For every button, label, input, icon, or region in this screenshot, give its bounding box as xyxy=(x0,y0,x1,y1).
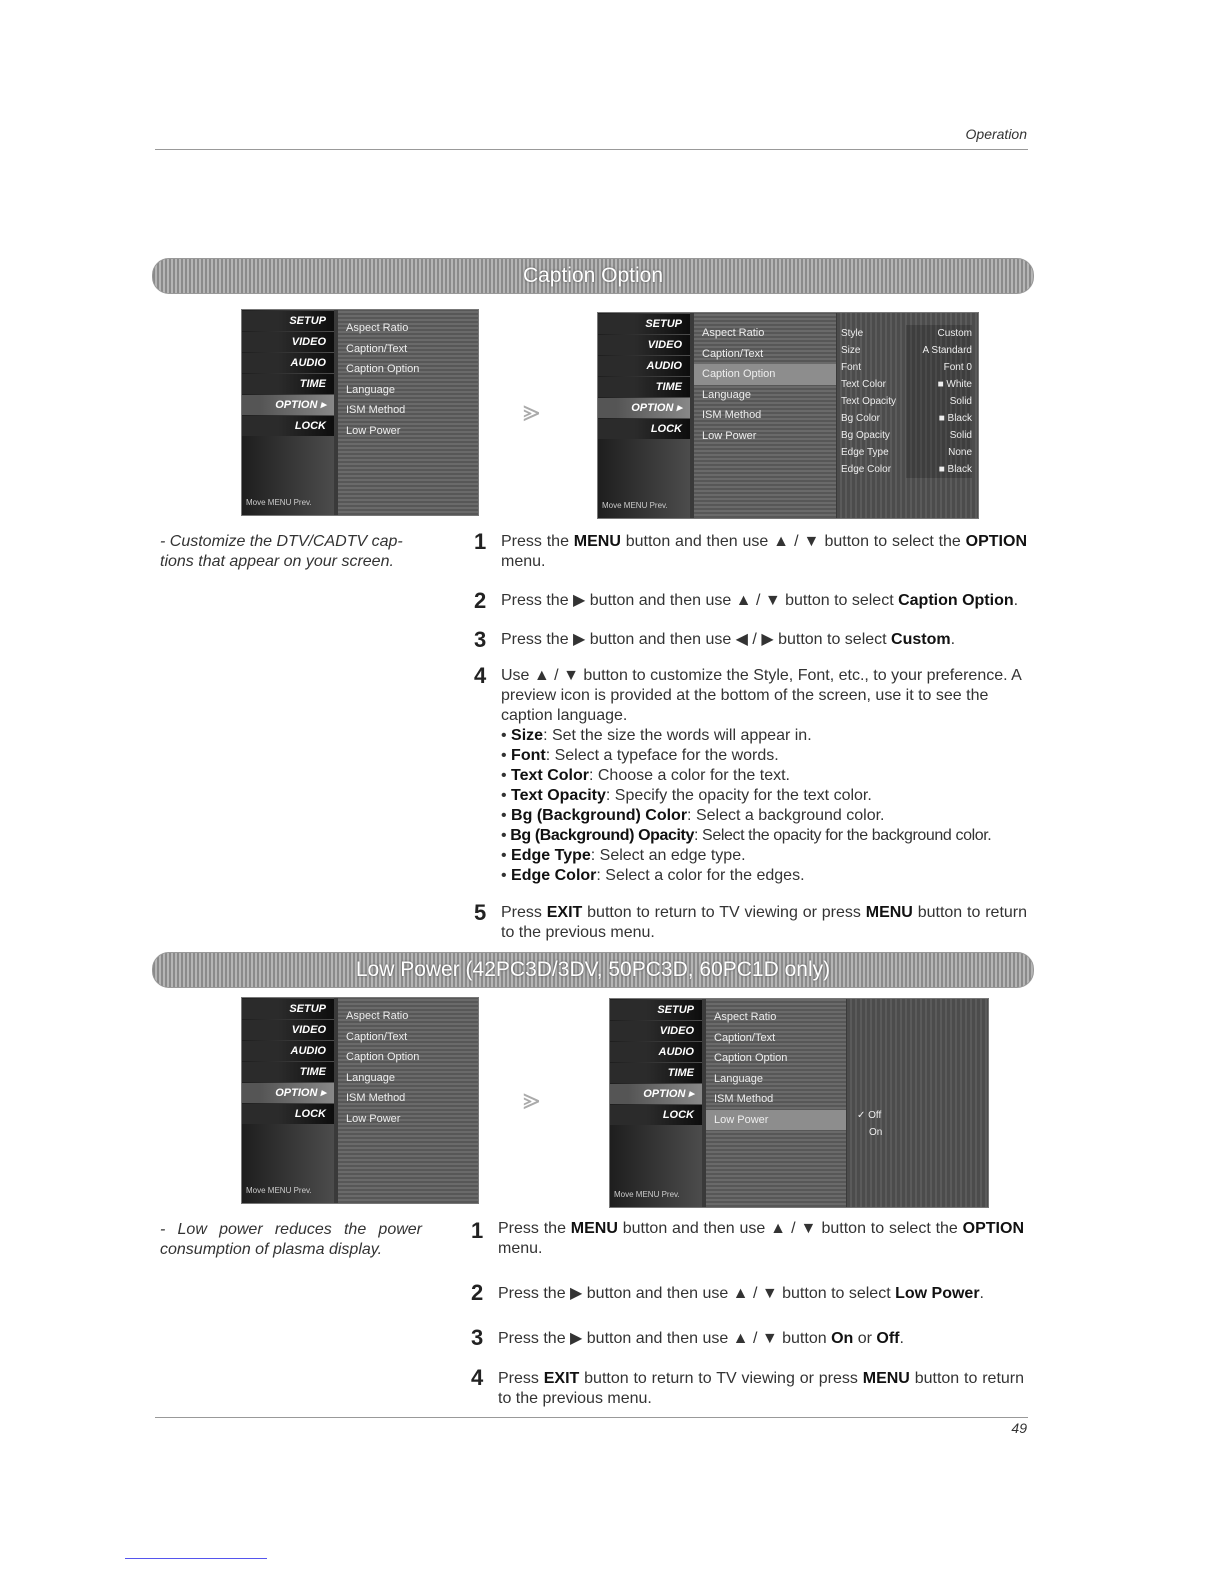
page-number: 49 xyxy=(1011,1420,1027,1436)
step-number: 4 xyxy=(471,1365,484,1390)
low-power-banner: Low Power (42PC3D/3DV, 50PC3D, 60PC1D only) xyxy=(152,952,1034,988)
osd-category: TIME xyxy=(610,1063,702,1083)
caption-step-2: Press the ▶ button and then use ▲ / ▼ button to select Caption Option. xyxy=(501,592,1019,609)
osd-category: TIME xyxy=(242,1062,334,1082)
caption-step-5: Press EXIT button to return to TV viewing or press MENU button to return to the previous menu. xyxy=(501,904,1028,941)
caption-option-banner: Caption Option xyxy=(152,258,1034,294)
caption-step-1: Press the MENU button and then use ▲ / ▼ button to select the OPTION menu. xyxy=(501,533,1027,570)
submenu-row: Text Color ■ White xyxy=(837,376,978,393)
osd-item: Aspect Ratio xyxy=(714,1011,777,1023)
submenu-option-on: On xyxy=(869,1127,883,1138)
step-number: 1 xyxy=(474,529,487,554)
submenu-row: Edge Type None xyxy=(837,444,978,461)
osd-category: SETUP xyxy=(598,314,690,334)
submenu-row: Font Font 0 xyxy=(837,359,978,376)
osd-item: Language xyxy=(714,1072,763,1085)
caption-bullet-list xyxy=(501,726,1027,886)
osd-category: AUDIO xyxy=(242,353,334,373)
bullet-item: • Bg (Background) Opacity: Select the opacity for the background color. xyxy=(501,827,992,844)
osd-item: ISM Method xyxy=(346,404,406,416)
low-power-step-2: Press the ▶ button and then use ▲ / ▼ button to select Low Power. xyxy=(498,1285,984,1302)
osd-item: ISM Method xyxy=(714,1093,774,1105)
osd-menu-screenshot-2 xyxy=(597,312,979,519)
osd-item: Caption/Text xyxy=(346,1030,408,1043)
submenu-row: Size A Standard xyxy=(837,342,978,359)
low-power-side-note: - Low power reduces the power consumption of plasma display. xyxy=(160,1221,422,1258)
osd-category-list xyxy=(610,999,702,1207)
submenu-row: Edge Color ■ Black xyxy=(837,461,978,478)
osd-category: LOCK xyxy=(598,419,690,439)
caption-step-4: Use ▲ / ▼ button to customize the Style, Font, etc., to your preference. A preview icon is provided at the bottom of the screen, use it to see the caption language. • Size: Set the size the words will appear in. • Font: Select a typeface for the words. • Text Color: Choose a color for the text. • Text Opacity: Specify the opacity for the text color. • Bg (Background) Color: Select a background color. • Bg (Background) Opacity: Select the opacity for the background color. • Edge Type: Select an edge type. • Edge Color: Select a color for the edges. xyxy=(501,666,1027,886)
step-number: 3 xyxy=(471,1325,484,1350)
bottom-rule xyxy=(155,1417,1028,1418)
osd-item-selected: Low Power xyxy=(706,1110,846,1131)
osd-category: OPTION ▸ xyxy=(610,1084,702,1104)
osd-item-list xyxy=(706,999,846,1207)
osd-item: Language xyxy=(346,383,395,396)
osd-item: Caption Option xyxy=(714,1052,788,1064)
osd-category: TIME xyxy=(242,374,334,394)
bullet-item: • Edge Color: Select a color for the edges. xyxy=(501,867,805,884)
osd-item: Low Power xyxy=(346,424,401,437)
osd-menu-screenshot-1 xyxy=(241,309,479,516)
osd-category: VIDEO xyxy=(242,332,334,352)
low-power-step-3: Press the ▶ button and then use ▲ / ▼ button On or Off. xyxy=(498,1330,904,1347)
osd-footer: Move MENU Prev. xyxy=(614,1190,680,1199)
caption-submenu xyxy=(837,313,978,518)
step-number: 5 xyxy=(474,900,487,925)
osd-category: AUDIO xyxy=(598,356,690,376)
submenu-row: Style Custom xyxy=(837,325,978,342)
osd-item: ISM Method xyxy=(702,409,762,421)
osd-item: Aspect Ratio xyxy=(346,322,409,334)
osd-category-list xyxy=(598,313,690,518)
bullet-item: • Text Opacity: Specify the opacity for the text color. xyxy=(501,787,872,804)
bullet-item: • Edge Type: Select an edge type. xyxy=(501,847,746,864)
osd-item-list xyxy=(338,998,478,1203)
osd-item: ISM Method xyxy=(346,1092,406,1104)
step-number: 2 xyxy=(474,588,487,613)
osd-category: AUDIO xyxy=(610,1042,702,1062)
osd-category: TIME xyxy=(598,377,690,397)
osd-category: OPTION ▸ xyxy=(242,1083,334,1103)
top-rule xyxy=(155,149,1028,150)
osd-category: SETUP xyxy=(242,311,334,331)
step-number: 1 xyxy=(471,1218,484,1243)
caption-step-3: Press the ▶ button and then use ◀ / ▶ button to select Custom. xyxy=(501,631,956,648)
arrow-icon: ⪢ xyxy=(523,395,540,428)
osd-category: SETUP xyxy=(242,999,334,1019)
low-power-submenu xyxy=(847,999,988,1207)
osd-item: Aspect Ratio xyxy=(346,1010,409,1022)
osd-footer: Move MENU Prev. xyxy=(246,1186,312,1195)
osd-menu-screenshot-3 xyxy=(241,997,479,1204)
osd-item: Caption Option xyxy=(346,363,420,375)
step-number: 4 xyxy=(474,663,487,688)
osd-category: OPTION ▸ xyxy=(598,398,690,418)
bullet-item: • Text Color: Choose a color for the text. xyxy=(501,767,790,784)
osd-item: Low Power xyxy=(702,429,757,442)
osd-item-selected: Caption Option xyxy=(694,364,836,385)
bottom-underline xyxy=(125,1558,267,1559)
submenu-row: Text Opacity Solid xyxy=(837,393,978,410)
osd-item: Language xyxy=(346,1071,395,1084)
osd-category: VIDEO xyxy=(242,1020,334,1040)
bullet-item: • Bg (Background) Color: Select a background color. xyxy=(501,807,885,824)
osd-category-list xyxy=(242,310,334,515)
osd-category: LOCK xyxy=(242,1104,334,1124)
low-power-step-4: Press EXIT button to return to TV viewing or press MENU button to return to the previous menu. xyxy=(498,1370,1025,1407)
submenu-option-off: ✓ Off xyxy=(857,1110,882,1121)
step-number: 3 xyxy=(474,627,487,652)
osd-category: AUDIO xyxy=(242,1041,334,1061)
osd-item: Aspect Ratio xyxy=(702,327,765,339)
osd-footer: Move MENU Prev. xyxy=(246,498,312,507)
osd-item: Caption/Text xyxy=(702,347,764,360)
osd-item: Low Power xyxy=(346,1112,401,1125)
osd-category-list xyxy=(242,998,334,1203)
osd-category: LOCK xyxy=(610,1105,702,1125)
step-number: 2 xyxy=(471,1280,484,1305)
osd-item: Language xyxy=(702,388,751,401)
osd-category: LOCK xyxy=(242,416,334,436)
osd-category: VIDEO xyxy=(598,335,690,355)
bullet-item: • Font: Select a typeface for the words. xyxy=(501,747,779,764)
section-label: Operation xyxy=(965,126,1027,142)
osd-category: OPTION ▸ xyxy=(242,395,334,415)
caption-side-note: - Customize the DTV/CADTV cap-tions that appear on your screen. xyxy=(160,533,403,570)
osd-item: Caption/Text xyxy=(714,1031,776,1044)
submenu-row: Bg Opacity Solid xyxy=(837,427,978,444)
submenu-row: Bg Color ■ Black xyxy=(837,410,978,427)
osd-item: Caption/Text xyxy=(346,342,408,355)
osd-footer: Move MENU Prev. xyxy=(602,501,668,510)
low-power-step-1: Press the MENU button and then use ▲ / ▼ button to select the OPTION menu. xyxy=(498,1220,1024,1257)
osd-item-list xyxy=(694,313,836,518)
osd-menu-screenshot-4 xyxy=(609,998,989,1208)
osd-category: SETUP xyxy=(610,1000,702,1020)
arrow-icon: ⪢ xyxy=(523,1083,540,1116)
osd-item: Caption Option xyxy=(346,1051,420,1063)
bullet-item: • Size: Set the size the words will appear in. xyxy=(501,727,812,744)
osd-item-list xyxy=(338,310,478,515)
osd-category: VIDEO xyxy=(610,1021,702,1041)
